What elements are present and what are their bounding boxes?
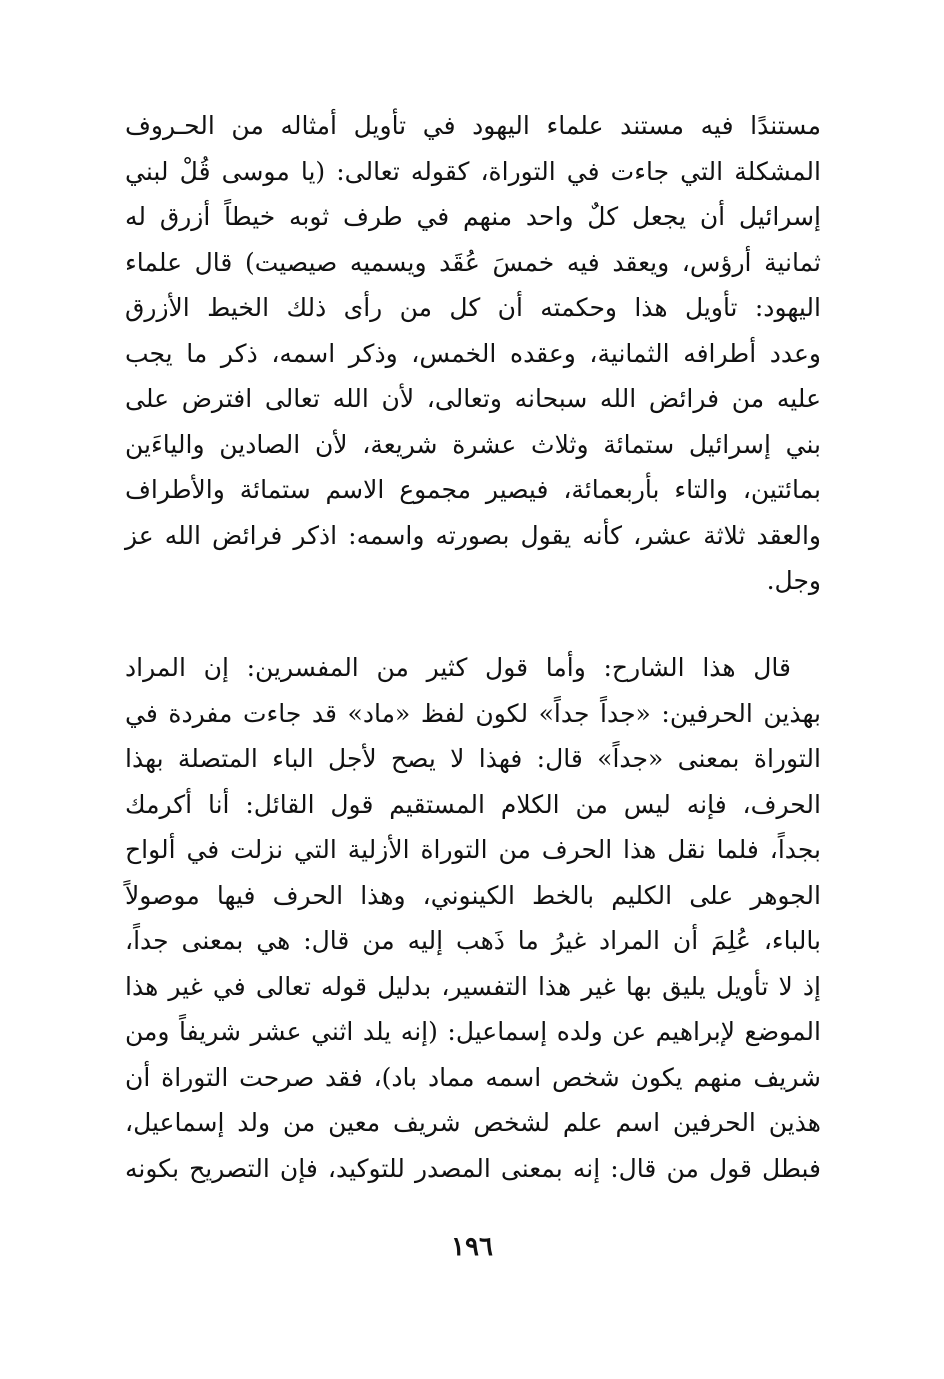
text-line: بالباء، عُلِمَ أن المراد غيرُ ما ذَهب إليه من قال: هي بمعنى جداً، (125, 926, 821, 955)
text-line: اليهود: تأويل هذا وحكمته أن كل من رأى ذلك الخيط الأزرق (125, 293, 821, 322)
text-line: إذ لا تأويل يليق بها غير هذا التفسير، بدليل قوله تعالى في غير هذا (125, 971, 821, 1001)
text-line: والعقد ثلاثة عشر، كأنه يقول بصورته واسمه: اذكر فرائض الله عز (125, 520, 821, 550)
text-line: إسرائيل أن يجعل كلٌ واحد منهم في طرف ثوبه خيطاً أزرق له (125, 202, 821, 231)
text-line: بني إسرائيل ستمائة وثلاث عشرة شريعة، لأن الصادين والياءَين (125, 429, 821, 459)
text-line: الحرف، فإنه ليس من الكلام المستقيم قول القائل: أنا أكرمك (125, 789, 821, 819)
page-number: ١٩٦ (451, 1232, 493, 1262)
text-line: قال هذا الشارح: وأما قول كثير من المفسرين: إن المراد (125, 653, 791, 682)
text-line: وجل. (766, 566, 821, 595)
text-line: عليه من فرائض الله سبحانه وتعالى، لأن الله تعالى افترض على (125, 384, 821, 413)
text-line: وعدد أطرافه الثمانية، وعقده الخمس، وذكر اسمه، ذكر ما يجب (125, 338, 821, 368)
text-line: ثمانية أرؤس، ويعقد فيه خمسَ عُقَد ويسميه صيصيت) قال علماء (125, 247, 821, 277)
text-line: شريف منهم يكون شخص اسمه مماد باد)، فقد صرحت التوراة أن (125, 1062, 821, 1092)
text-line: هذين الحرفين اسم علم لشخص شريف معين من ولد إسماعيل، (125, 1108, 821, 1137)
text-line: بهذين الحرفين: «جداً جداً» لكون لفظ «ماد» قد جاءت مفردة في (125, 698, 821, 728)
text-line: الجوهر على الكليم بالخط الكينوني، وهذا الحرف فيها موصولاً (125, 880, 821, 910)
text-line: بمائتين، والتاء بأربعمائة، فيصير مجموع الاسم ستمائة والأطراف (125, 475, 821, 504)
text-line: المشكلة التي جاءت في التوراة، كقوله تعالى: (يا موسى قُلْ لبني (125, 156, 821, 186)
paragraph-2 (125, 645, 821, 1191)
text-line: الموضع لإبراهيم عن ولده إسماعيل: (إنه يلد اثني عشر شريفاً ومن (125, 1017, 821, 1046)
text-line: مستندًا فيه مستند علماء اليهود في تأويل أمثاله من الحـروف (125, 111, 821, 140)
text-line: بجداً، فلما نقل هذا الحرف من التوراة الأزلية التي نزلت في ألواح (125, 835, 821, 864)
text-line: فبطل قول من قال: إنه بمعنى المصدر للتوكيد، فإن التصريح بكونه (125, 1153, 821, 1183)
paragraph-1 (125, 103, 821, 604)
text-line: التوراة بمعنى «جداً» قال: فهذا لا يصح لأجل الباء المتصلة بهذا (125, 744, 821, 773)
